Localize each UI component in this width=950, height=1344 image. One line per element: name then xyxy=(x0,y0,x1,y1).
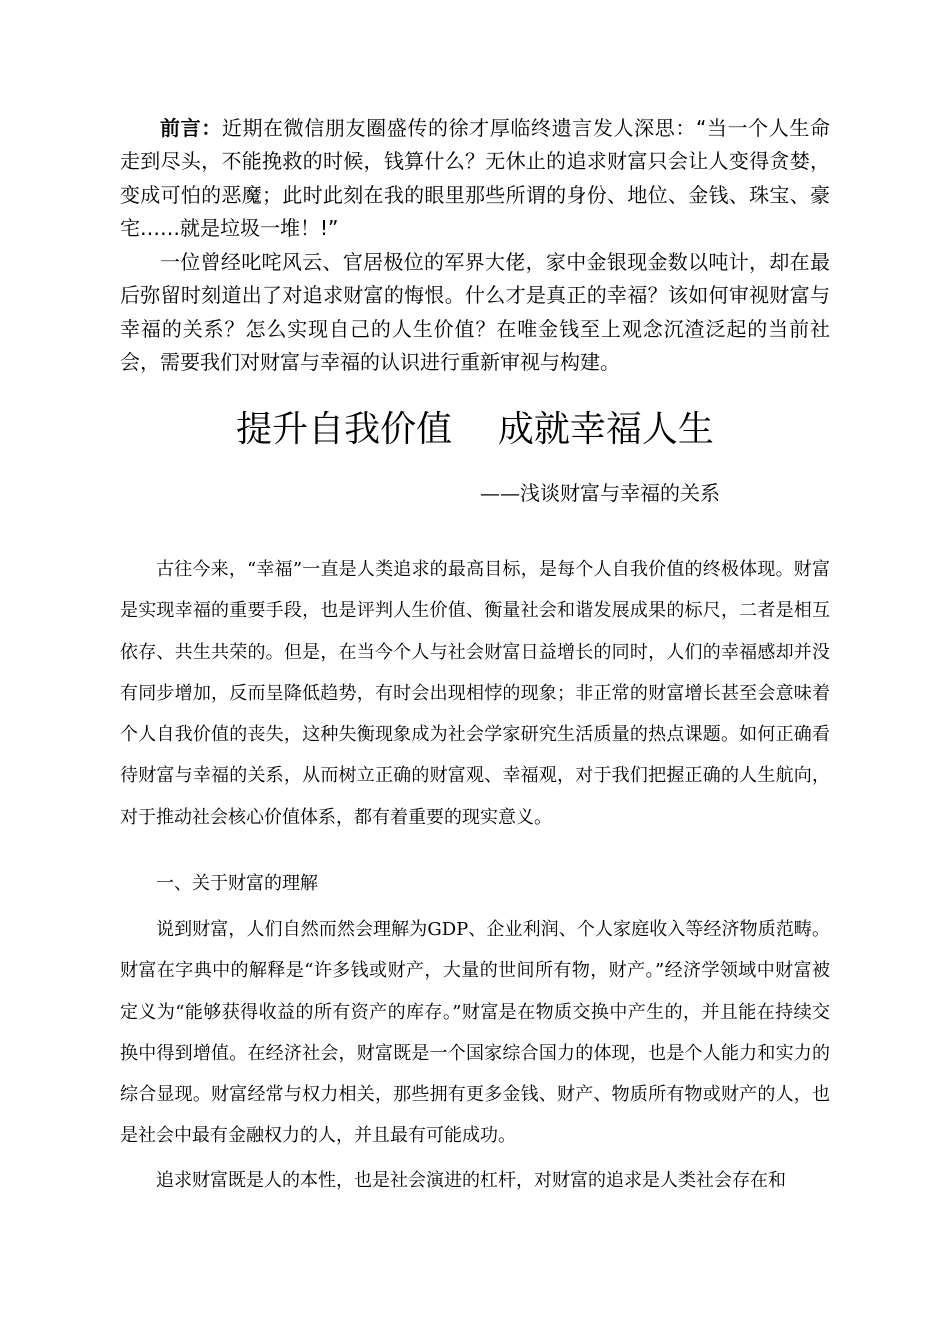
body-paragraph-1: 古往今来，“幸福”一直是人类追求的最高目标，是每个人自我价值的终极体现。财富是实现幸福的重要手段，也是评判人生价值、衡量社会和谐发展成果的标尺，二者是相互依存、共生共荣的。但是，在当今个人与社会财富日益增长的同时，人们的幸福感却并没有同步增加，反而呈降低趋势，有时会出现相悖的现象；非正常的财富增长甚至会意味着个人自我价值的丧失，这种失衡现象成为社会学家研究生活质量的热点课题。如何正确看待财富与幸福的关系，从而树立正确的财富观、幸福观，对于我们把握正确的人生航向，对于推动社会核心价值体系，都有着重要的现实意义。 xyxy=(120,559,830,828)
preface-paragraph-2: 一位曾经叱咤风云、官居极位的军界大佬，家中金银现金数以吨计，却在最后弥留时刻道出了对追求财富的悔恨。什么才是真正的幸福？该如何审视财富与幸福的关系？怎么实现自己的人生价值？在唯金钱至上观念沉渣泛起的当前社会，需要我们对财富与幸福的认识进行重新审视与构建。 xyxy=(120,250,830,375)
body-paragraph-3: 追求财富既是人的本性，也是社会演进的杠杆，对财富的追求是人类社会存在和 xyxy=(156,1170,786,1191)
body-paragraph-2: 说到财富，人们自然而然会理解为GDP、企业利润、个人家庭收入等经济物质范畴。财富在字典中的解释是“许多钱或财产，大量的世间所有物，财产。”经济学领域中财富被定义为“能够获得收益的所有资产的库存。”财富是在物质交换中产生的，并且能在持续交换中得到增值。在经济社会，财富既是一个国家综合国力的体现，也是个人能力和实力的综合显现。财富经常与权力相关，那些拥有更多金钱、财产、物质所有物或财产的人，也是社会中最有金融权力的人，并且最有可能成功。 xyxy=(120,919,830,1147)
article-subtitle: ——浅谈财富与幸福的关系 xyxy=(480,481,720,505)
preface-label: 前言： xyxy=(160,116,222,140)
preface-text-1: 近期在微信朋友圈盛传的徐才厚临终遗言发人深思：“当一个人生命走到尽头，不能挽救的时候，钱算什么？无休止的追求财富只会让人变得贪婪，变成可怕的恶魔；此时此刻在我的眼里那些所谓的身份、地位、金钱、珠宝、豪宅……就是垃圾一堆！!” xyxy=(120,116,830,241)
article-title: 提升自我价值 成就幸福人生 xyxy=(236,409,714,450)
preface-paragraph-1 xyxy=(120,112,830,246)
section-heading-1: 一、关于财富的理解 xyxy=(156,873,318,894)
